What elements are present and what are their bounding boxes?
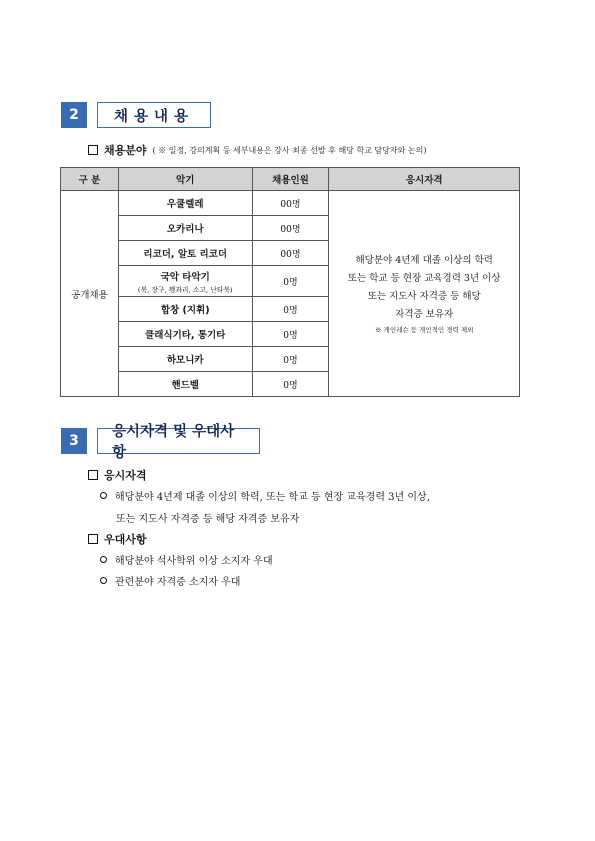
qualification-line: 해당분야 4년제 대졸 이상의 학력 [355, 254, 493, 266]
section-3-header [61, 424, 260, 461]
instrument-cell: 하모니카 [118, 347, 252, 372]
preference-heading [88, 531, 147, 547]
checkbox-square-icon [88, 534, 98, 544]
header-category: 구 분 [61, 168, 119, 191]
table-header-row [61, 168, 520, 191]
qualification-line: 자격증 보유자 [395, 308, 454, 320]
count-cell: 0명 [252, 322, 329, 347]
table-row [61, 191, 520, 216]
instrument-cell: 합창 (지휘) [118, 297, 252, 322]
header-count: 채용인원 [252, 168, 329, 191]
preference-item [100, 573, 240, 588]
section-2-header [61, 102, 211, 128]
preference-text: 해당분야 석사학위 이상 소지자 우대 [115, 556, 273, 567]
section-number: 2 [61, 102, 87, 128]
qualification-line: 또는 지도사 자격증 등 해당 [367, 290, 481, 302]
count-cell: 00명 [252, 216, 329, 241]
count-cell: 0명 [252, 297, 329, 322]
qualification-heading [88, 467, 147, 483]
count-cell: 0명 [252, 347, 329, 372]
preference-item [100, 552, 273, 567]
qualification-line: 또는 학교 등 현장 교육경력 3년 이상 [347, 272, 501, 284]
count-cell: 0명 [252, 266, 329, 297]
instrument-cell: 오카리나 [118, 216, 252, 241]
circle-bullet-icon [100, 556, 107, 563]
instrument-cell: 우쿨렐레 [118, 191, 252, 216]
instrument-sub: (북, 장구, 꽹과리, 소고, 난타북) [137, 285, 233, 294]
circle-bullet-icon [100, 577, 107, 584]
header-qualification: 응시자격 [329, 168, 520, 191]
recruit-note: ( ※ 일정, 강의계획 등 세부내용은 강사 최종 선발 후 해당 학교 담당자와 논의) [152, 145, 427, 155]
qualification-cell [329, 191, 520, 397]
section-title: 응시자격 및 우대사항 [97, 428, 260, 454]
header-instrument: 악기 [118, 168, 252, 191]
checkbox-square-icon [88, 470, 98, 480]
qualification-note: ※ 개인레슨 등 개인적인 경력 제외 [374, 325, 474, 334]
instrument-cell: 클래식기타, 통기타 [118, 322, 252, 347]
count-cell: 0명 [252, 372, 329, 397]
section-title: 채용내용 [97, 102, 211, 128]
qualification-text: 해당분야 4년제 대졸 이상의 학력, 또는 학교 등 현장 교육경력 3년 이상, [115, 492, 430, 503]
count-cell: 00명 [252, 191, 329, 216]
recruit-field-heading [88, 142, 426, 158]
qualification-text: 또는 지도사 자격증 등 해당 자격증 보유자 [116, 514, 300, 525]
section-number: 3 [61, 428, 87, 454]
instrument-cell: 핸드벨 [118, 372, 252, 397]
instrument-cell: 리코더, 알토 리코더 [118, 241, 252, 266]
preference-text: 관련분야 자격증 소지자 우대 [115, 577, 241, 588]
circle-bullet-icon [100, 492, 107, 499]
qualification-item-continued [116, 510, 299, 525]
count-cell: 00명 [252, 241, 329, 266]
category-cell: 공개채용 [61, 191, 119, 397]
subheading-label: 우대사항 [104, 533, 147, 546]
subheading-label: 채용분야 [104, 144, 147, 157]
recruit-table [60, 167, 520, 397]
instrument-cell: 국악 타악기 (북, 장구, 꽹과리, 소고, 난타북) [118, 266, 252, 297]
subheading-label: 응시자격 [104, 469, 147, 482]
qualification-item [100, 488, 430, 503]
checkbox-square-icon [88, 145, 98, 155]
